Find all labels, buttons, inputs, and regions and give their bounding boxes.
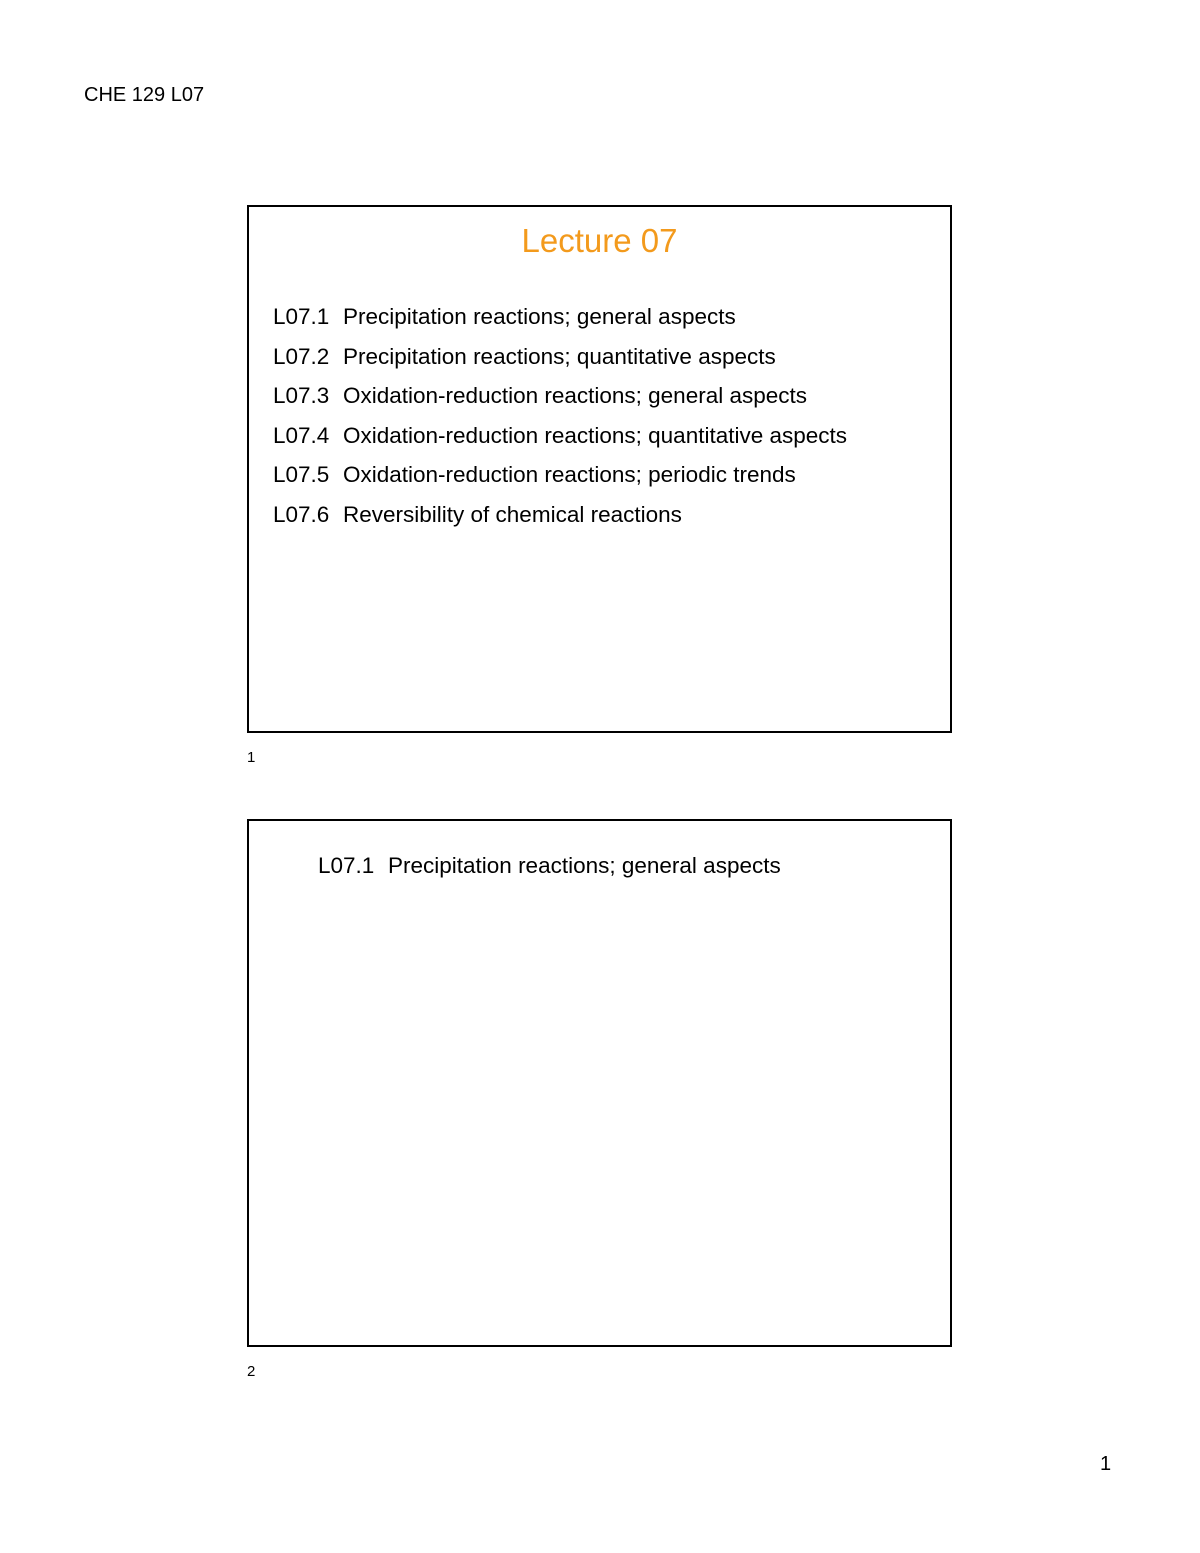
topic-code: L07.4 [273, 422, 330, 448]
topic-code: L07.2 [273, 343, 330, 369]
slide-2 [247, 819, 952, 1347]
topic-text: Oxidation-reduction reactions; periodic trends [343, 462, 796, 488]
topic-item [273, 455, 847, 495]
topic-code: L07.3 [273, 383, 330, 409]
slide-title: Lecture 07 [521, 222, 678, 259]
topic-text: Reversibility of chemical reactions [343, 501, 682, 527]
topic-text: Oxidation-reduction reactions; general aspects [343, 383, 808, 409]
course-header: CHE 129 L07 [84, 84, 205, 106]
slide-number: 2 [247, 1363, 256, 1380]
topic-item [273, 376, 847, 416]
topic-text: Precipitation reactions; quantitative aspects [343, 343, 776, 369]
slide-number: 1 [247, 749, 256, 766]
topic-item [273, 495, 847, 535]
topic-code: L07.1 [273, 304, 330, 329]
topic-list [273, 297, 847, 535]
topic-item [273, 337, 847, 377]
slide-heading [318, 851, 781, 881]
slide-1 [247, 205, 952, 733]
heading-code: L07.1 [318, 853, 375, 878]
page-number: 1 [1100, 1453, 1112, 1475]
topic-text: Oxidation-reduction reactions; quantitative aspects [343, 422, 848, 448]
topic-item [273, 416, 847, 456]
topic-text: Precipitation reactions; general aspects [343, 304, 736, 329]
heading-text: Precipitation reactions; general aspects [388, 853, 781, 878]
topic-code: L07.6 [273, 501, 330, 527]
topic-item [273, 297, 847, 337]
topic-code: L07.5 [273, 462, 330, 488]
